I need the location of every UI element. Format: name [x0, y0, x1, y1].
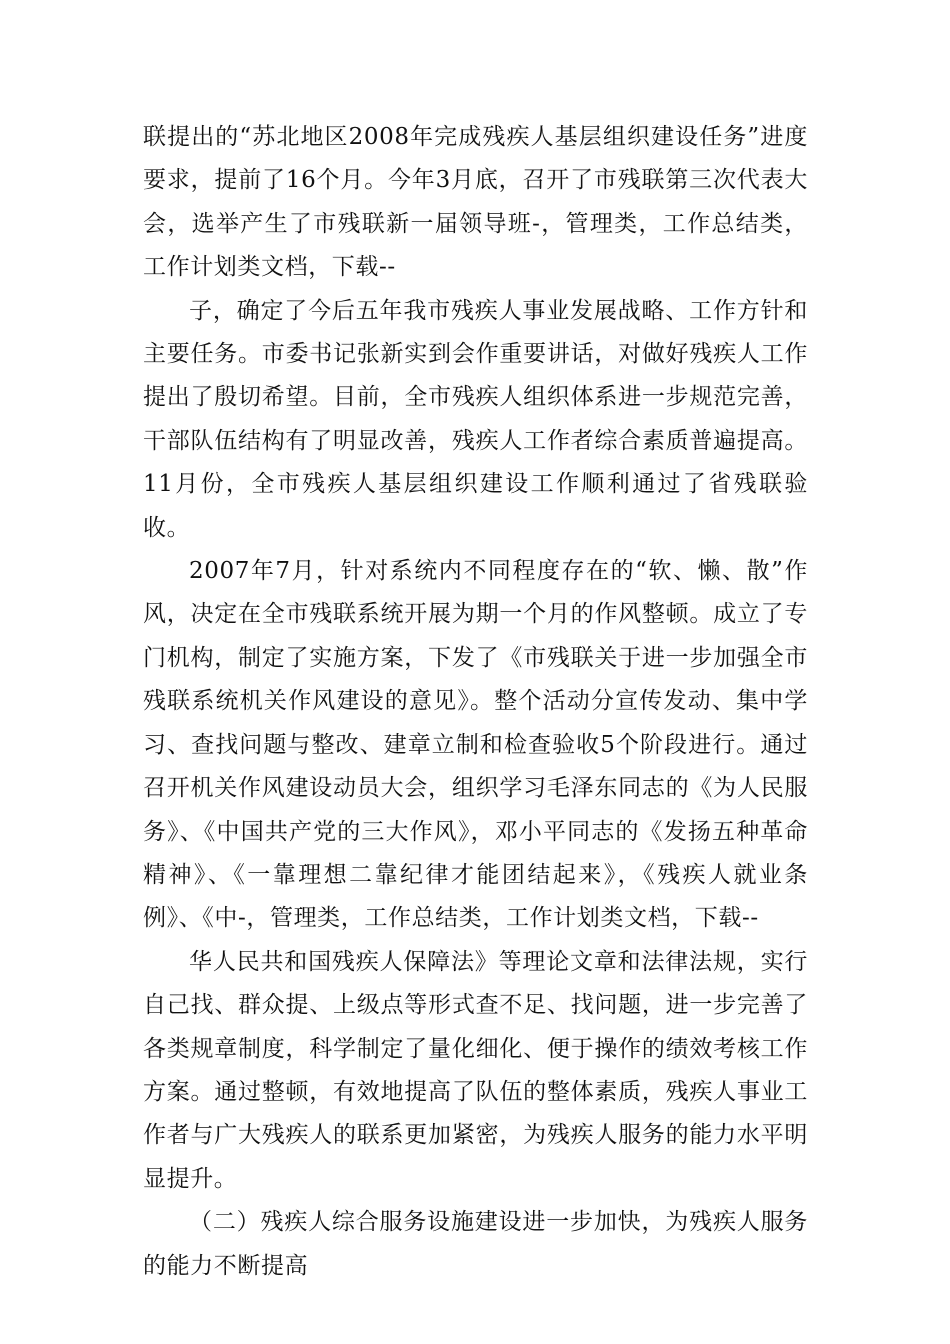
paragraph-2: 子，确定了今后五年我市残疾人事业发展战略、工作方针和主要任务。市委书记张新实到会作重要讲话，对做好残疾人工作提出了殷切希望。目前，全市残疾人组织体系进一步规范完善，干部队伍结构有了明显改善，残疾人工作者综合素质普遍提高。11月份，全市残疾人基层组织建设工作顺利通过了省残联验收。: [143, 297, 808, 541]
paragraph-continuation-1: 联提出的“苏北地区2008年完成残疾人基层组织建设任务”进度要求，提前了16个月。今年3月底，召开了市残联第三次代表大会，选举产生了市残联新一届领导班-，管理类，工作总结类，工作计划类文档，下载--: [143, 124, 808, 281]
section-heading-2: （二）残疾人综合服务设施建设进一步加快，为残疾人服务的能力不断提高: [143, 1209, 808, 1279]
paragraph-3: 2007年7月，针对系统内不同程度存在的“软、懒、散”作风，决定在全市残联系统开展为期一个月的作风整顿。成立了专门机构，制定了实施方案，下发了《市残联关于进一步加强全市残联系统机关作风建设的意见》。整个活动分宣传发动、集中学习、查找问题与整改、建章立制和检查验收5个阶段进行。通过召开机关作风建设动员大会，组织学习毛泽东同志的《为人民服务》、《中国共产党的三大作风》，邓小平同志的《发扬五种革命精神》、《一靠理想二靠纪律才能团结起来》，《残疾人就业条例》、《中-，管理类，工作总结类，工作计划类文档，下载--: [143, 558, 808, 932]
paragraph-4: 华人民共和国残疾人保障法》等理论文章和法律法规，实行自己找、群众提、上级点等形式查不足、找问题，进一步完善了各类规章制度，科学制定了量化细化、便于操作的绩效考核工作方案。通过整顿，有效地提高了队伍的整体素质，残疾人事业工作者与广大残疾人的联系更加紧密，为残疾人服务的能力水平明显提升。: [143, 948, 808, 1192]
document-body: [143, 116, 808, 1288]
